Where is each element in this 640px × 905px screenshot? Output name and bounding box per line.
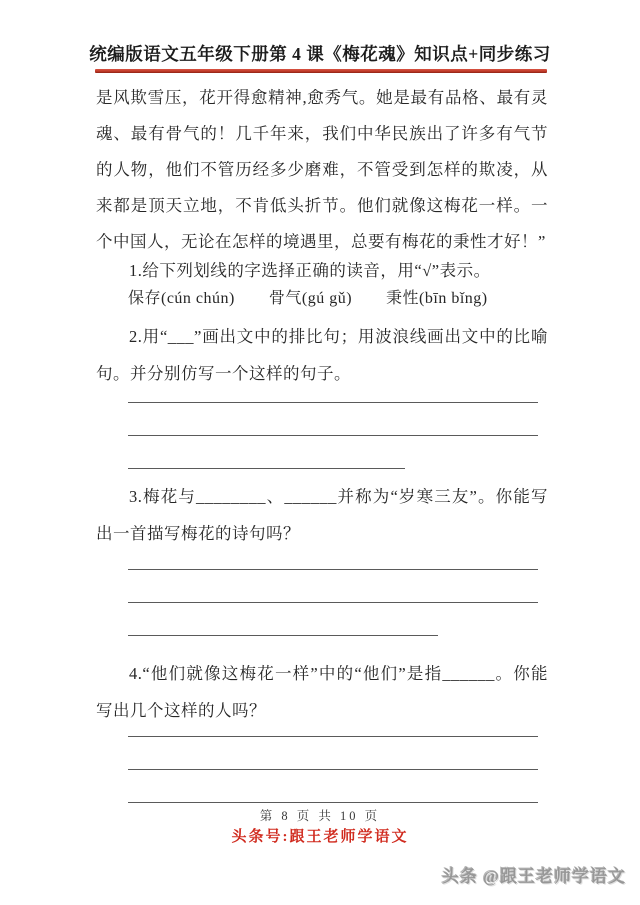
answer-line [128, 403, 538, 436]
question-1-options [128, 285, 488, 308]
pinyin-option-baocun: 保存(cún chún) [128, 290, 235, 307]
answer-line [128, 570, 538, 603]
passage-paragraph: 是风欺雪压，花开得愈精神,愈秀气。她是最有品格、最有灵魂、最有骨气的！几千年来，我们中华民族出了许多有气节的人物，他们不管历经多少磨难，不管受到怎样的欺凌，从来都是顶天立地，不肯低头折节。他们就像这梅花一样。一个中国人，无论在怎样的境遇里，总要有梅花的秉性才好！” [96, 88, 548, 251]
answer-line [128, 436, 405, 469]
page-title: 统编版语文五年级下册第 4 课《梅花魂》知识点+同步练习 [89, 44, 551, 64]
answer-line [128, 603, 438, 636]
pinyin-option-bingxing: 秉性(bīn bǐng) [386, 290, 488, 307]
answer-lines-q2 [128, 370, 538, 469]
answer-line [128, 704, 538, 737]
answer-line [128, 537, 538, 570]
channel-name: 头条号:跟王老师学语文 [231, 829, 409, 845]
answer-line [128, 737, 538, 770]
page-number: 第 8 页 共 10 页 [259, 809, 381, 823]
question-2-prompt: 2.用“___”画出文中的排比句；用波浪线画出文中的比喻句。并分别仿写一个这样的句子。 [96, 327, 548, 383]
question-4-prompt: 4.“他们就像这梅花一样”中的“他们”是指______。你能写出几个这样的人吗？ [96, 664, 548, 720]
question-1-prompt: 1.给下列划线的字选择正确的读音，用“√”表示。 [129, 261, 491, 280]
answer-line [128, 370, 538, 403]
answer-line [128, 770, 538, 803]
title-underline-rule [95, 69, 547, 73]
question-3-prompt: 3.梅花与________、______并称为“岁寒三友”。你能写出一首描写梅花的诗句吗？ [96, 487, 548, 543]
pinyin-option-guqi: 骨气(gú gǔ) [268, 290, 353, 307]
watermark-text: 头条 @跟王老师学语文 [441, 867, 626, 886]
answer-lines-q3 [128, 537, 538, 636]
answer-lines-q4 [128, 704, 538, 803]
